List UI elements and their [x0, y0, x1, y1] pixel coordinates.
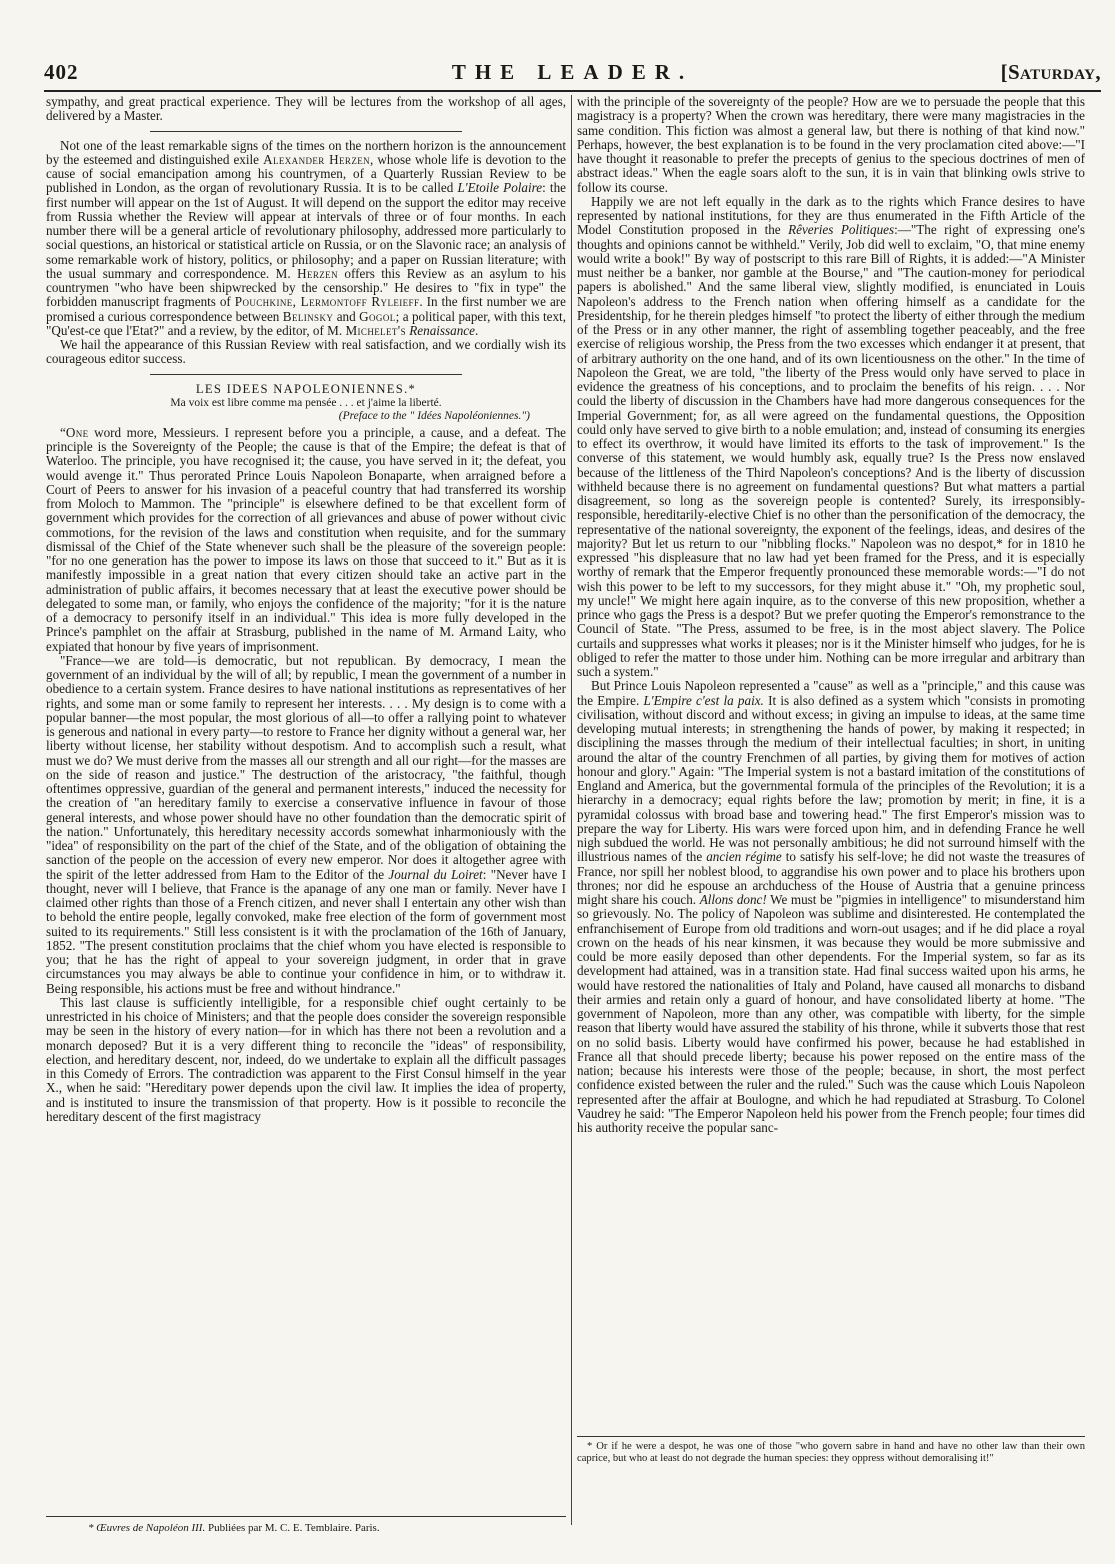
person-name: Herzen	[297, 265, 338, 281]
text-run: : the first number will appear on the 1st of August. It will depend on the support the editor may receive from Russia whether the Review will appear at intervals of three or of four months. In each number there will be a general article of revolutionary philosophy, addressed more particularly to social questions, an historical or statistical article on Russia, or on the Slavonic race; an analysis of some remarkable work of history, politics, or philosophy; and a paper on Russian literature; with the usual summary and correspondence. M.	[46, 180, 566, 281]
right-paragraph-1: with the principle of the sovereignty of the people? How are we to persuade the people that this magistracy is a property? When the crown was hereditary, there were many magistracies in the same condition. This fiction was almost a general law, but there is nothing of that kind now." Perhaps, however, the best explanation is to be found in the very proclamation cited above:—"I have thought it reasonable to prefer the precepts of genius to the specious doctrines of men of abstract ideas." When the eagle soars aloft to the sun, it is in vain that blinking owls strive to follow its course.	[577, 95, 1085, 195]
text-run: "France—we are told—is democratic, but not republican. By democracy, I mean the government of an individual by the will of all; by republic, I mean the government of a number in obedience to a certain system. France desires to have national institutions as representatives of her rights, and some man or some family to represent her interests. . . . My design is to come with a popular banner—the most popular, the most glorious of all—to offer a rallying point to whatever is generous and national in every party—to restore to France her dignity without a general war, her liberty without license, her stability without despotism. And to accomplish such a result, what must we do? We must derive from the masses all our strength and all our right—for the masses are on the side of reason and justice." The destruction of the aristocracy, "the faithful, though oftentimes oppressive, guardian of the general and permanent interests," induced the necessity for the creation of "an hereditary family to exercise a conservative influence in favour of those general interests, and whose power should have no other foundation than the democratic spirit of the nation." Unfortunately, this hereditary necessity accords somewhat inharmoniously with the "idea" of responsibility on the part of the chief of the State, and of the obligation of obtaining the sanction of the people on the accession of every new emperor. Nor does it altogether agree with the spirit of the letter addressed from Ham to the Editor of the	[46, 652, 566, 882]
person-name: Michelet's	[345, 322, 406, 338]
right-paragraph-3	[577, 679, 1085, 1135]
footnote-book-title: * Œuvres de Napoléon III.	[88, 1522, 206, 1534]
column-divider	[571, 95, 572, 1525]
footnote-rule	[577, 1436, 1085, 1437]
issue-day: [Saturday,	[1000, 60, 1101, 84]
epigraph-source	[46, 410, 566, 423]
herzen-closing-paragraph: We hail the appearance of this Russian Review with real satisfaction, and we cordially wish its courageous editor success.	[46, 337, 566, 367]
footnote-text: * Or if he were a despot, he was one of those "who govern sabre in hand and have no other law than their own caprice, but who at least do not degrade the human species: they oppress without demoralising it!"	[577, 1441, 1085, 1464]
epigraph-source-text: (Preface to the " Idées Napoléoniennes.")	[338, 409, 530, 422]
text-run: We must be "pigmies in intelligence" to misunderstand him so grievously. No. The policy of Napoleon was sublime and disinterested. He contemplated the enfranchisement of Europe from old traditions and worn-out usages; and if he did place a royal crown on the heads of his near kinsmen, it was because they would be more submissive and could be more easily deposed than other dependents. For the Imperial system, so far as its development had attained, was in a transition state. Had final success waited upon his arms, he would have restored the nationalities of Italy and Poland, have caused all monarchs to disband their armies and retain only a guard of honour, and have consolidated liberty at home. "The government of Napoleon, more than any other, was compatible with liberty, for the simple reason that liberty would have assured the stability of his throne, while it subverts those that rest on no solid basis. Liberty would have confirmed his power, because he had established in France all that should precede liberty; because his power reposed on the entire mass of the nation; because his interests were those of the people; because, in short, the most perfect confidence existed between the ruler and the ruled." Such was the cause which Louis Napoleon represented after the affair at Boulogne, and which he had repudiated at Strasburg. To Colonel Vaudrey he said: "The Emperor Napoleon held his power from the French people; four times did his authority receive the popular sanc-	[577, 892, 1085, 1135]
phrase: Allons donc!	[699, 892, 767, 907]
text-run: to satisfy his self-love; he did not waste the treasures of France, nor spill her noblest blood, to aggrandise his own power and to place his brothers upon thrones; nor did he espouse an archduchess of the House of Austria that a genuine princess might share his couch.	[577, 849, 1085, 907]
lead-word: One	[65, 424, 89, 440]
text-run: Not one of the least remarkable signs of the times on the northern horizon is the announcement by the esteemed and distinguished exile	[46, 137, 566, 167]
text-run: It is also defined as a system which "consists in promoting civilisation, without discord and without excess; in giving an impulse to ideas, at the same time developing mutual interests; in strengthening the hands of power, by making it respected; in disciplining the masses through the medium of their intellectual faculties; in short, in uniting around the altar of the country Frenchmen of all parties, by giving them for motives of action honour and glory." Again: "The Imperial system is not a bastard imitation of the constitutions of England and America, but the governmental formula of the principles of the Revolution; it is a hierarchy in a democracy; equal rights before the law; promotion by merit; in fine, it is a pyramidal colossus with broad base and towering head." The first Emperor's mission was to prepare the way for Liberty. His wars were forced upon him, and in defending France he well nigh subdued the world. He was not personally ambitious; he did not surround himself with the illustrious names of the	[577, 692, 1085, 865]
person-names: Pouchkine, Lermontoff Ryleieff	[234, 294, 420, 310]
text-run: .	[474, 322, 479, 338]
book-title: Renaissance	[409, 322, 475, 338]
footnote-rule	[46, 1516, 566, 1517]
newspaper-title: THE LEADER.	[451, 60, 694, 84]
article-paragraph-2	[46, 654, 566, 996]
article-heading: LES IDEES NAPOLEONIENNES.*	[195, 381, 417, 396]
text-run: . In the first number we are promised a curious correspondence between	[46, 294, 566, 324]
article-paragraph-3: This last clause is sufficiently intelligible, for a responsible chief ought certainly to be unrestricted in his choice of Ministers; and that the people does consider the sovereign responsible may be seen in the history of every nation—for in which has there not been a revolution and a monarch deposed? But it is a very different thing to reconcile the "ideas" of responsibility, election, and hereditary descent, nor, indeed, do we undertake to explain all the difficult passages in this Comedy of Errors. The contradiction was apparent to the First Consul himself in the year X., when he said: "Hereditary power depends upon the civil law. It implies the idea of property, and is instituted to insure the transmission of that property. How is it possible to reconcile the hereditary descent of the first magistracy	[46, 994, 566, 1124]
text-run: Happily we are not left equally in the dark as to the rights which France desires to have represented by national institutions, for they are thus enumerated in the Fifth Article of the Model Constitution proposed in the	[577, 193, 1085, 238]
section-rule	[150, 131, 462, 132]
footnote-text	[46, 1522, 566, 1534]
phrase: ancien régime	[706, 849, 782, 865]
right-footnote	[577, 1436, 1085, 1465]
masthead-rule	[44, 90, 1101, 92]
footnote-publisher: Publiées par M. C. E. Temblaire. Paris.	[207, 1522, 380, 1534]
left-footnote	[46, 1516, 566, 1534]
text-run: :—"The right of expressing one's thoughts and opinions cannot be withheld." Verily, Job did well to exclaim, "O, that mine enemy would write a book!" By way of postscript to this rare Bill of Rights, it is added:—"A Minister must neither be a banker, nor gamble at the Bourse," and "The caution-money for periodical papers is abolished." And the same liberal view, slightly modified, is enunciated in Louis Napoleon's address to the French nation when offering himself as a candidate for the Presidentship, for he therein pledges himself "to protect the liberty of either through the medium of the Press or in any other manner, the right of assembling together peaceably, and the free exercise of religious worship, the Press from the two excesses which endanger it at present, that of arbitrary authority on the one hand, and of its own licentiousness on the other." In the time of Napoleon the Great, we are told, "the liberty of the Press would only have served to place in evidence the greatness of his conceptions, and to proclaim the benefits of his reign. . . . Nor could the liberty of discussion in the Chambers have had more dangerous consequences for the Imperial Government; for, as all were agreed on the fundamental questions, the Opposition could only have served to give birth to a noble emulation; and, instead of consuming its energies to effect its overthrow, it would have limited its efforts to the task of improvement." Is the converse of this statement, we would humbly ask, equally true? Is the Press now enslaved because of the littleness of the Third Napoleon's conceptions? And is the liberty of discussion withheld because there is no agreement on fundamental questions? But what matters a partial disagreement, so long as the sovereign people is contented? Surely, its irresponsibly-responsible, hereditarily-elective Chief is no other than the personification of the democracy, the representative of the national sovereignty, the exponent of the feelings, ideas, and desires of the majority? But let us return to our "nibbling flocks." Napoleon was no despot,* for in 1810 he expressed "his displeasure that no law had yet been framed for the Press, and it is especially worthy of remark that the Emperor frequently pronounced these memorable words:—"I do not wish this power to be left to my successors, for they might abuse it." "Oh, my prophetic soul, my uncle!" We might here again inquire, as to the converse of this new proposition, whether a prince who gags the Press is a despot? But we prefer quoting the Emperor's remonstrance to the Council of State. "The Press, assumed to be free, is in the most abject slavery. The Police curtails and suppresses what works it pleases; nor is it the Minister himself who judges, for he is obliged to refer the matter to those under him. Nothing can be more irregular and arbitrary than such a system."	[577, 222, 1085, 679]
text-run: word more, Messieurs. I represent before you a principle, a cause, and a defeat. The principle is the Sovereignty of the People; the cause is that of the Empire; the defeat is that of Waterloo. The principle, you have recognised it; the cause, you have served in it; the defeat, you would avenge it." Thus perorated Prince Louis Napoleon Bonaparte, when arraigned before a Court of Peers to answer for his invasion of a peaceful country that had transferred its worship from Moloch to Mammon. The "principle" is elsewhere defined to be that excellent form of government which provides for the correction of all grievances and abuse of power without civic commotions, for the revision of the laws and constitution when requisite, and for the summary dismissal of the Chief of the State whenever such shall be the pleasure of the sovereign people: "for no one generation has the power to impose its laws on those that succeed to it." But as it is manifestly impossible in a great nation that every citizen should take an active part in the administration of public affairs, it becomes necessary that at least the executive power should be delegated to some man, or family, who enjoys the confidence of the majority; "for it is the nature of a democracy to personify itself in an individual." This idea is more fully developed in the Prince's pamphlet on the affair at Strasburg, published in the name of M. Armand Laity, who expiated that honour by five years of imprisonment.	[46, 424, 566, 654]
article-paragraph-1: “One word more, Messieurs. I represent before you a principle, a cause, and a defeat. The principle is the Sovereignty of the People; the cause is that of the Empire; the defeat is that of Waterloo. The principle, you have recognised it; the cause, you have served in it; the defeat, you would avenge it." Thus perorated Prince Louis Napoleon Bonaparte, when arraigned before a Court of Peers to answer for his invasion of a peaceful country that had transferred its worship from Moloch to Mammon. The "principle" is elsewhere defined to be that excellent form of government which provides for the correction of all grievances and abuse of power without civic commotions, for the revision of the laws and constitution when requisite, and for the summary dismissal of the Chief of the State whenever such shall be the pleasure of the sovereign people: "for no one generation has the power to impose its laws on those that succeed to it." But as it is manifestly impossible in a great nation that every citizen should take an active part in the administration of public affairs, it becomes necessary that at least the executive power should be delegated to some man, or family, who enjoys the confidence of the majority; "for it is the nature of a democracy to personify itself in an individual." This idea is more fully developed in the Prince's pamphlet on the affair at Strasburg, published in the name of M. Armand Laity, who expiated that honour by five years of imprisonment.	[46, 424, 566, 654]
book-title: Rêveries Politiques	[788, 222, 895, 238]
left-column	[46, 95, 566, 1515]
text-run: : "Never have I thought, never will I believe, that France is the apanage of any one man or family. Never have I claimed other rights than those of a French citizen, and never shall I entertain any other wish than to behold the entire people, legally convoked, make free election of the form of government most suited to its requirements." Still less consistent is it with the proclamation of the 16th of January, 1852. "The present constitution proclaims that the chief whom you have elected is responsible to you; that he has the right of appeal to your sovereign judgment, in order that in grave circumstances you may always be able to continue your confidence in him, or to withdraw it. Being responsible, his actions must be free and without hindrance."	[46, 866, 566, 996]
review-title: L'Etoile Polaire	[457, 180, 543, 196]
epigraph: Ma voix est libre comme ma pensée . . . et j'aime la liberté.	[170, 396, 442, 409]
masthead	[44, 60, 1101, 90]
right-paragraph-2	[577, 195, 1085, 680]
text-run: , whose whole life is devotion to the cause of social emancipation among his countrymen, of a Quarterly Russian Review to be published in London, as the organ of revolutionary Russia. It is to be called	[46, 151, 566, 196]
section-rule	[150, 374, 462, 375]
person-name: Belinsky	[282, 308, 334, 324]
person-name: Alexander Herzen	[263, 151, 371, 167]
text-run: and	[336, 308, 356, 324]
journal-title: Journal du Loiret	[388, 866, 483, 882]
text-run: offers this Review as an asylum to his countrymen "who have been shipwrecked by the censorship." He desires to "fix in type" the forbidden manuscript fragments of	[46, 265, 566, 310]
motto: L'Empire c'est la paix.	[643, 692, 764, 708]
right-column	[577, 95, 1085, 1433]
text-run: But Prince Louis Napoleon represented a "cause" as well as a "principle," and this cause was the Empire.	[577, 678, 1085, 708]
page-number: 402	[44, 60, 79, 84]
text-run: ; a political paper, with this text, "Qu'est-ce que l'Etat?" and a review, by the editor, of M.	[46, 308, 566, 338]
herzen-paragraph	[46, 139, 566, 339]
person-name: Gogol	[359, 308, 396, 324]
continuation-paragraph: sympathy, and great practical experience. They will be lectures from the workshop of all ages, delivered by a Master.	[46, 95, 566, 124]
